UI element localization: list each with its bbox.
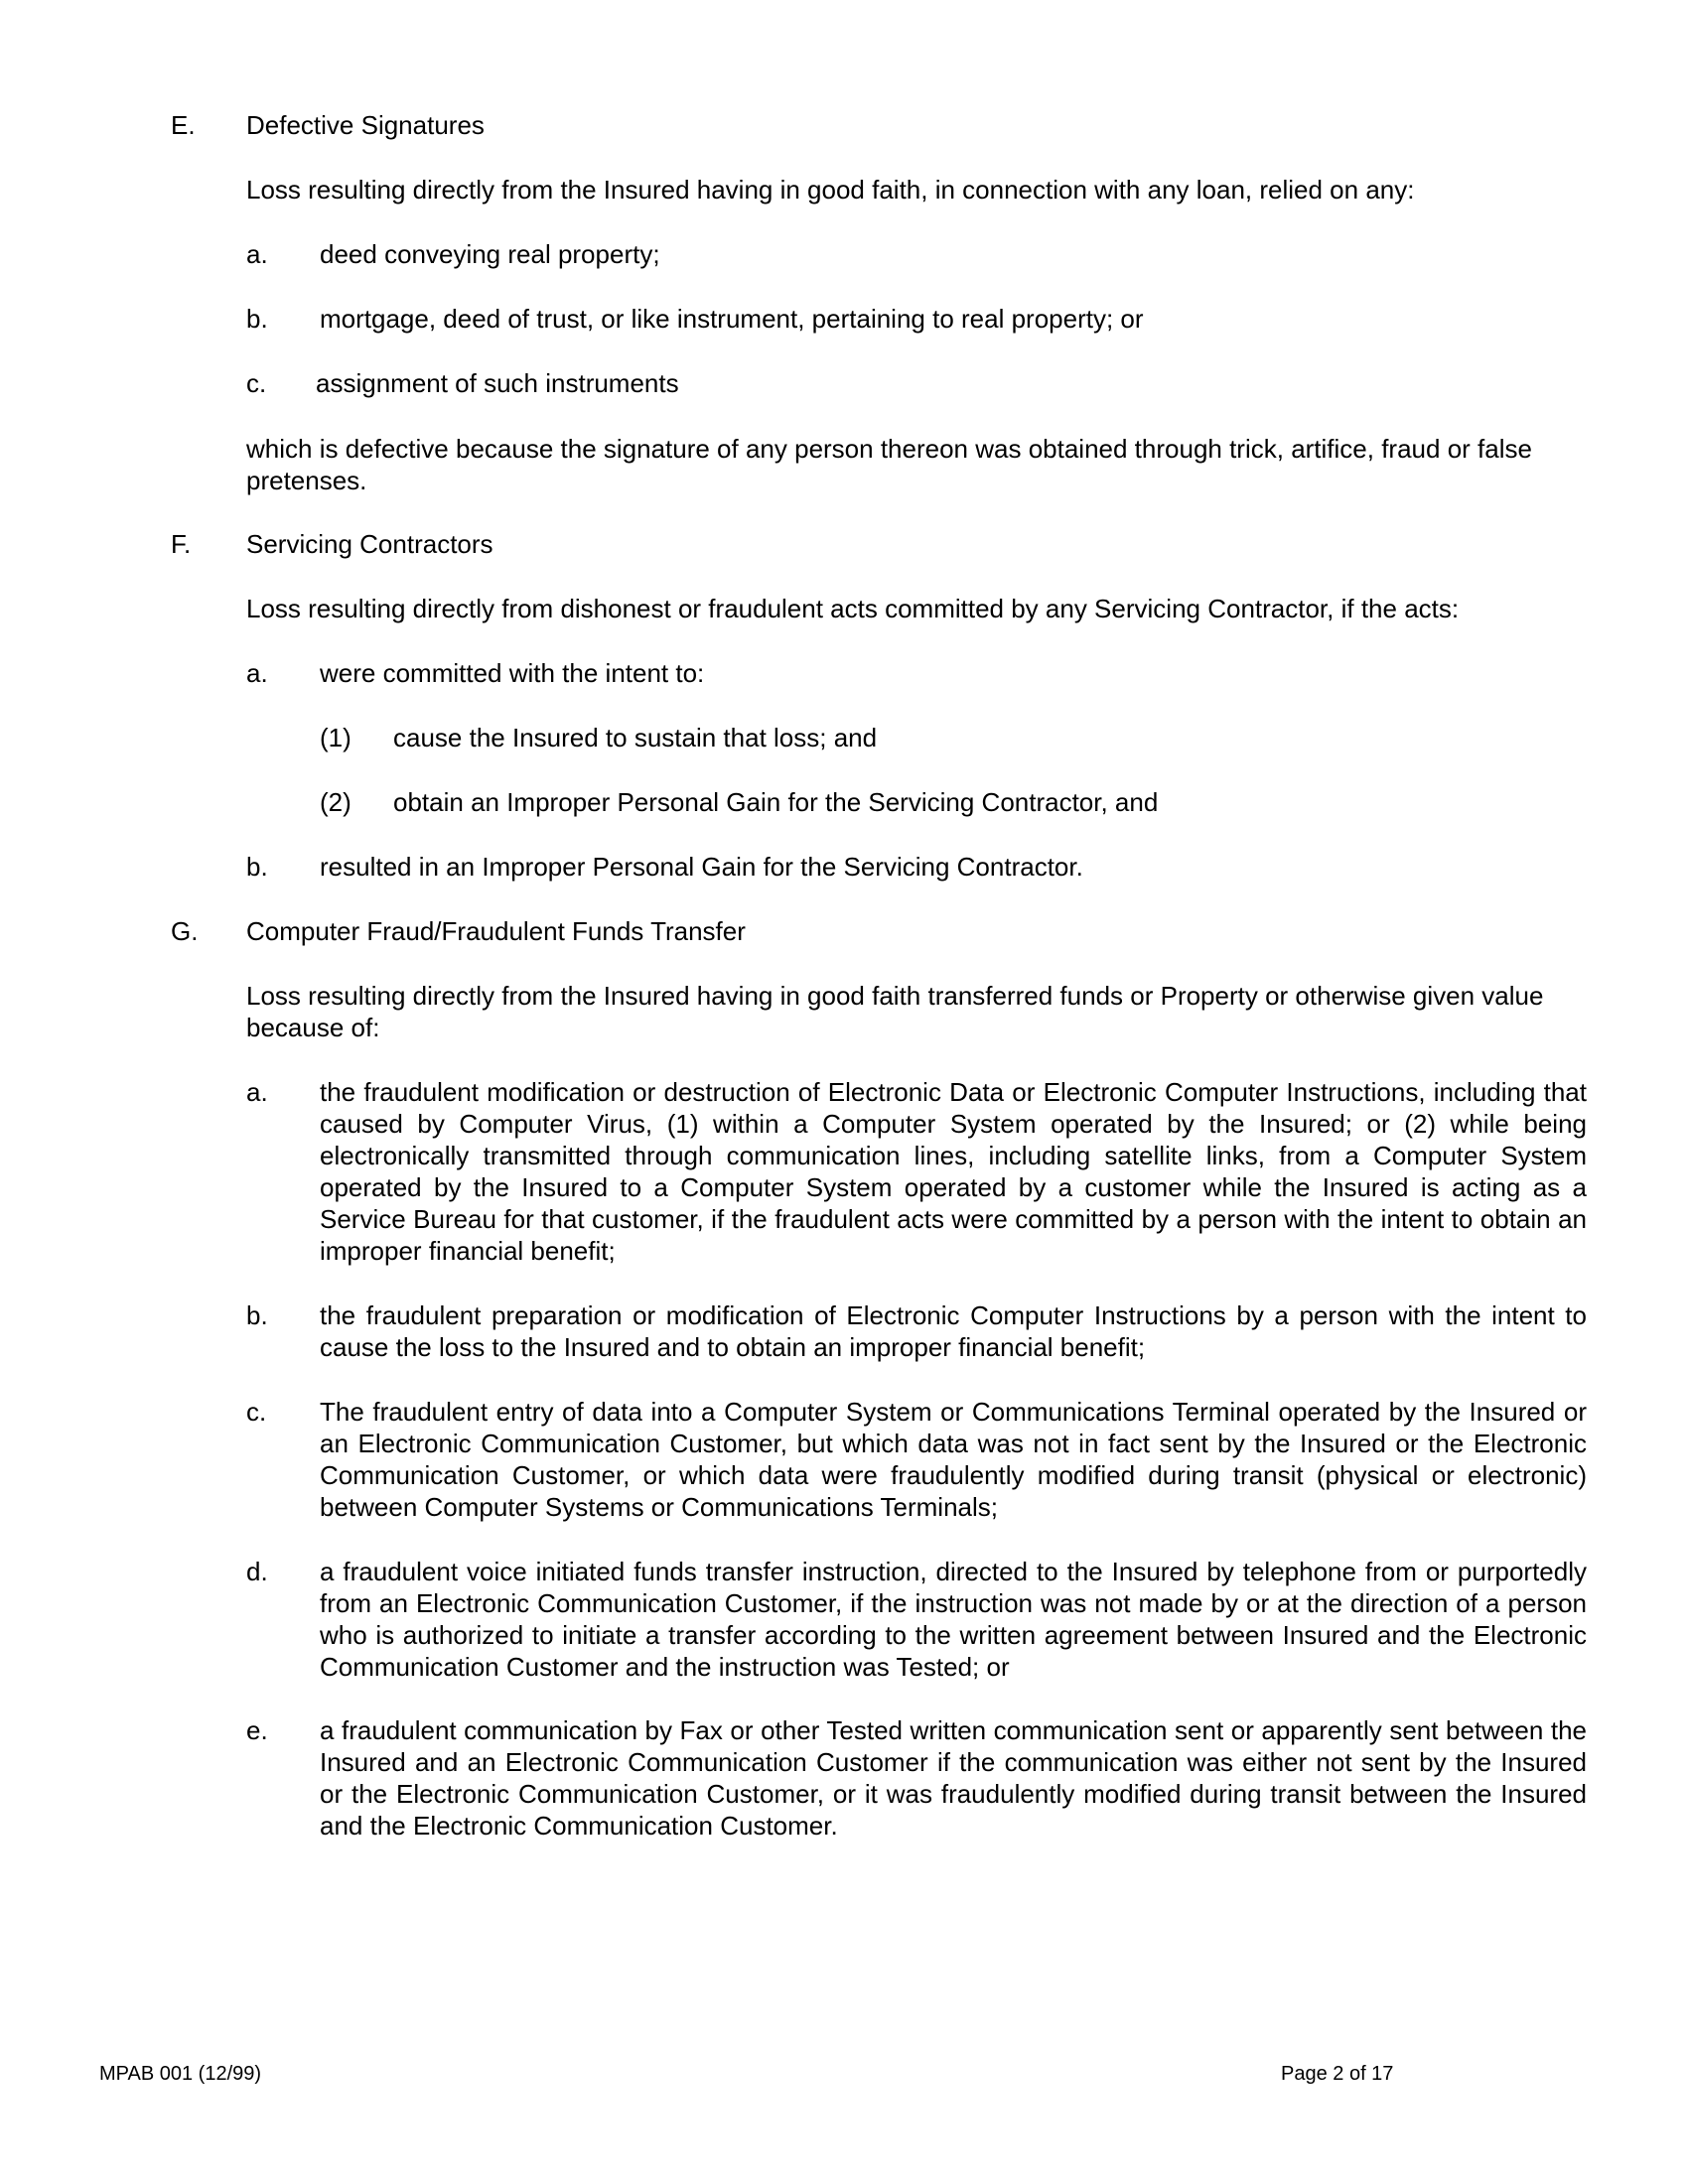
section-f-item-a-letter: a.: [246, 658, 268, 688]
section-f-item-b-text: resulted in an Improper Personal Gain for the Servicing Contractor.: [320, 852, 1083, 882]
section-e-item-a-letter: a.: [246, 239, 268, 269]
section-g-item-e-letter: e.: [246, 1715, 268, 1745]
section-g-intro: Loss resulting directly from the Insured having in good faith transferred funds or Property or otherwise given value because of:: [246, 981, 1544, 1042]
section-f-subitem-1-num: (1): [320, 723, 352, 752]
section-e-item-c-letter: c.: [246, 368, 267, 398]
section-g-item-d-text: a fraudulent voice initiated funds transfer instruction, directed to the Insured by telephone from or purportedly from an Electronic Communication Customer, if the instruction was not made by or at the direction of a person who is authorized to initiate a transfer according to the written agreement between Insured and the Electronic Communication Customer and the instruction was Tested; or: [320, 1557, 1587, 1682]
section-f-title: Servicing Contractors: [246, 529, 493, 559]
section-e-item-a-text: deed conveying real property;: [320, 239, 660, 269]
section-e-item-c-text: assignment of such instruments: [316, 368, 679, 398]
section-e-item-b-letter: b.: [246, 304, 268, 334]
section-g-item-b-letter: b.: [246, 1300, 268, 1330]
section-f-intro: Loss resulting directly from dishonest or fraudulent acts committed by any Servicing Contractor, if the acts:: [246, 594, 1460, 623]
section-f-subitem-1-text: cause the Insured to sustain that loss; and: [393, 723, 878, 752]
section-g-item-c-letter: c.: [246, 1397, 267, 1427]
section-g-item-a-text: the fraudulent modification or destruction of Electronic Data or Electronic Computer Instructions, including that caused by Computer Virus, (1) within a Computer System operated by the Insured; or (2) while being electronically transmitted through communication lines, including satellite links, from a Computer System operated by the Insured to a Computer System operated by a customer while the Insured is acting as a Service Bureau for that customer, if the fraudulent acts were committed by a person with the intent to obtain an improper financial benefit;: [320, 1077, 1587, 1266]
section-e-letter: E.: [171, 110, 196, 140]
section-e-title: Defective Signatures: [246, 110, 485, 140]
section-f-subitem-2-num: (2): [320, 787, 352, 817]
footer-form-id: MPAB 001 (12/99): [99, 2063, 262, 2085]
section-g-letter: G.: [171, 916, 199, 946]
footer-page-number: Page 2 of 17: [1281, 2063, 1394, 2085]
section-e-closing: which is defective because the signature of any person thereon was obtained through trick, artifice, fraud or false pretenses.: [246, 434, 1532, 495]
section-g-item-b-text: the fraudulent preparation or modification of Electronic Computer Instructions by a person with the intent to cause the loss to the Insured and to obtain an improper financial benefit;: [320, 1300, 1587, 1362]
section-f-item-b-letter: b.: [246, 852, 268, 882]
section-f-subitem-2-text: obtain an Improper Personal Gain for the Servicing Contractor, and: [393, 787, 1159, 817]
section-g-item-a-letter: a.: [246, 1077, 268, 1107]
section-g-item-d-letter: d.: [246, 1557, 268, 1586]
section-g-item-c-text: The fraudulent entry of data into a Computer System or Communications Terminal operated by the Insured or an Electronic Communication Customer, but which data was not in fact sent by the Insured or the Electronic Communication Customer, or which data were fraudulently modified during transit (physical or electronic) between Computer Systems or Communications Terminals;: [320, 1397, 1587, 1522]
section-e-intro: Loss resulting directly from the Insured having in good faith, in connection with any loan, relied on any:: [246, 175, 1415, 205]
section-g-item-e-text: a fraudulent communication by Fax or other Tested written communication sent or apparently sent between the Insured and an Electronic Communication Customer if the communication was either not sent by the Insured or the Electronic Communication Customer, or it was fraudulently modified during transit between the Insured and the Electronic Communication Customer.: [320, 1715, 1587, 1841]
section-f-letter: F.: [171, 529, 192, 559]
section-g-title: Computer Fraud/Fraudulent Funds Transfer: [246, 916, 746, 946]
section-f-item-a-text: were committed with the intent to:: [320, 658, 705, 688]
section-e-item-b-text: mortgage, deed of trust, or like instrument, pertaining to real property; or: [320, 304, 1144, 334]
